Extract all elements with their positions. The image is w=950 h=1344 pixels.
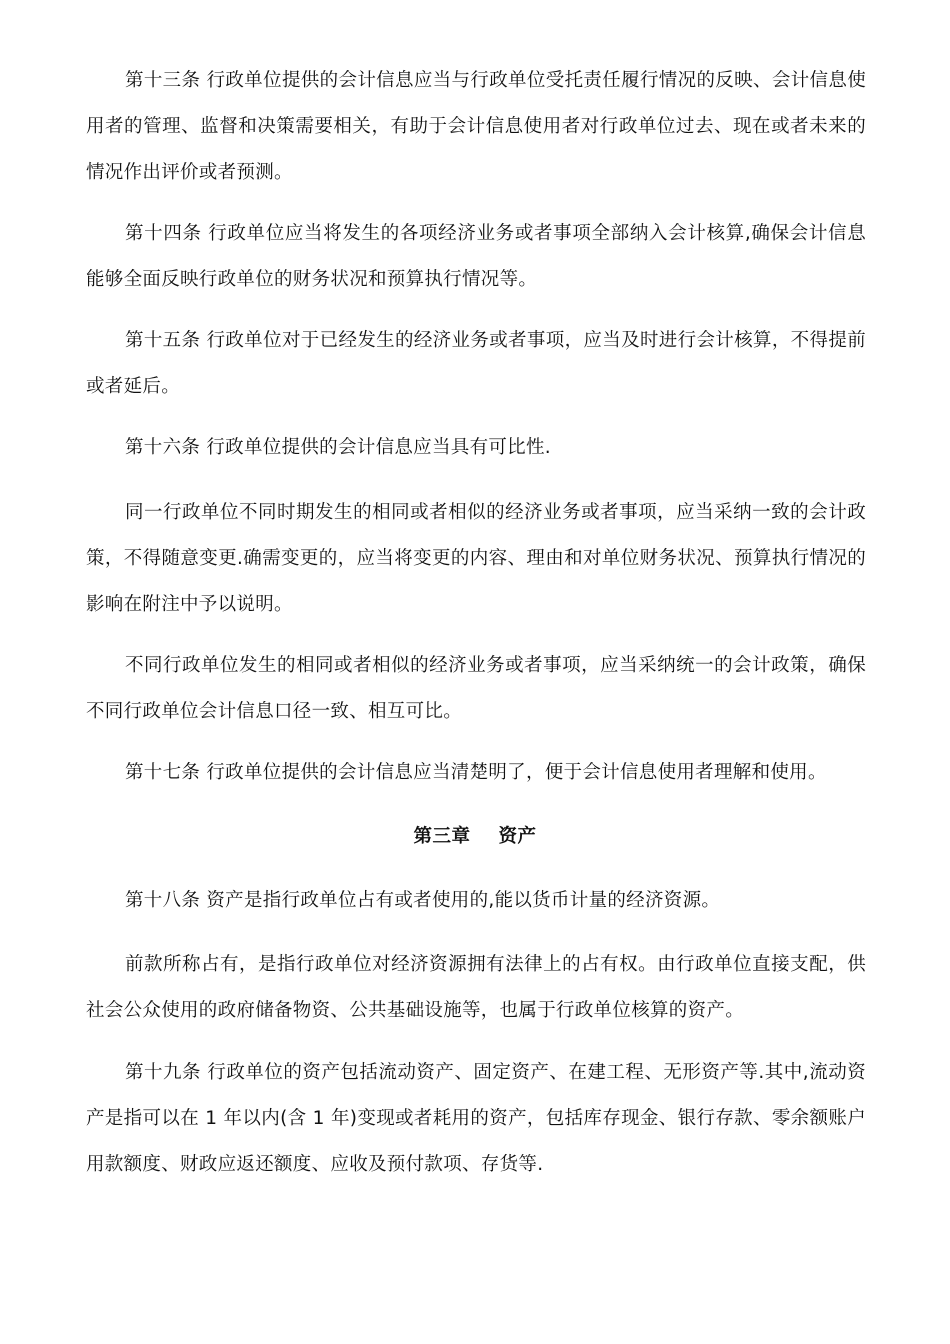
chapter-heading: [0, 814, 950, 860]
possession-definition-paragraph: 前款所称占有，是指行政单位对经济资源拥有法律上的占有权。由行政单位直接支配，供社会公众使用的政府储备物资、公共基础设施等，也属于行政单位核算的资产。: [86, 954, 866, 1021]
chapter-number: 第三章: [413, 826, 471, 847]
comparability-same-unit-paragraph: 同一行政单位不同时期发生的相同或者相似的经济业务或者事项，应当采纳一致的会计政策，不得随意变更.确需变更的，应当将变更的内容、理由和对单位财务状况、预算执行情况的影响在附注中予以说明。: [86, 502, 866, 615]
article-15-paragraph: 第十五条 行政单位对于已经发生的经济业务或者事项，应当及时进行会计核算，不得提前或者延后。: [86, 330, 866, 397]
article-19-paragraph: 第十九条 行政单位的资产包括流动资产、固定资产、在建工程、无形资产等.其中,流动资产是指可以在 1 年以内(含 1 年)变现或者耗用的资产，包括库存现金、银行存款、零余额账户用款额度、财政应返还额度、应收及预付款项、存货等.: [86, 1062, 866, 1175]
article-14-paragraph: 第十四条 行政单位应当将发生的各项经济业务或者事项全部纳入会计核算,确保会计信息能够全面反映行政单位的财务状况和预算执行情况等。: [86, 223, 866, 290]
chapter-title: 资产: [498, 826, 537, 847]
article-17-paragraph: 第十七条 行政单位提供的会计信息应当清楚明了，便于会计信息使用者理解和使用。: [125, 762, 827, 783]
article-13-paragraph: 第十三条 行政单位提供的会计信息应当与行政单位受托责任履行情况的反映、会计信息使用者的管理、监督和决策需要相关，有助于会计信息使用者对行政单位过去、现在或者未来的情况作出评价或者预测。: [86, 70, 866, 183]
article-16-paragraph: 第十六条 行政单位提供的会计信息应当具有可比性.: [125, 437, 551, 458]
comparability-different-units-paragraph: 不同行政单位发生的相同或者相似的经济业务或者事项，应当采纳统一的会计政策，确保不同行政单位会计信息口径一致、相互可比。: [86, 655, 866, 722]
article-18-paragraph: 第十八条 资产是指行政单位占有或者使用的,能以货币计量的经济资源。: [125, 890, 721, 911]
